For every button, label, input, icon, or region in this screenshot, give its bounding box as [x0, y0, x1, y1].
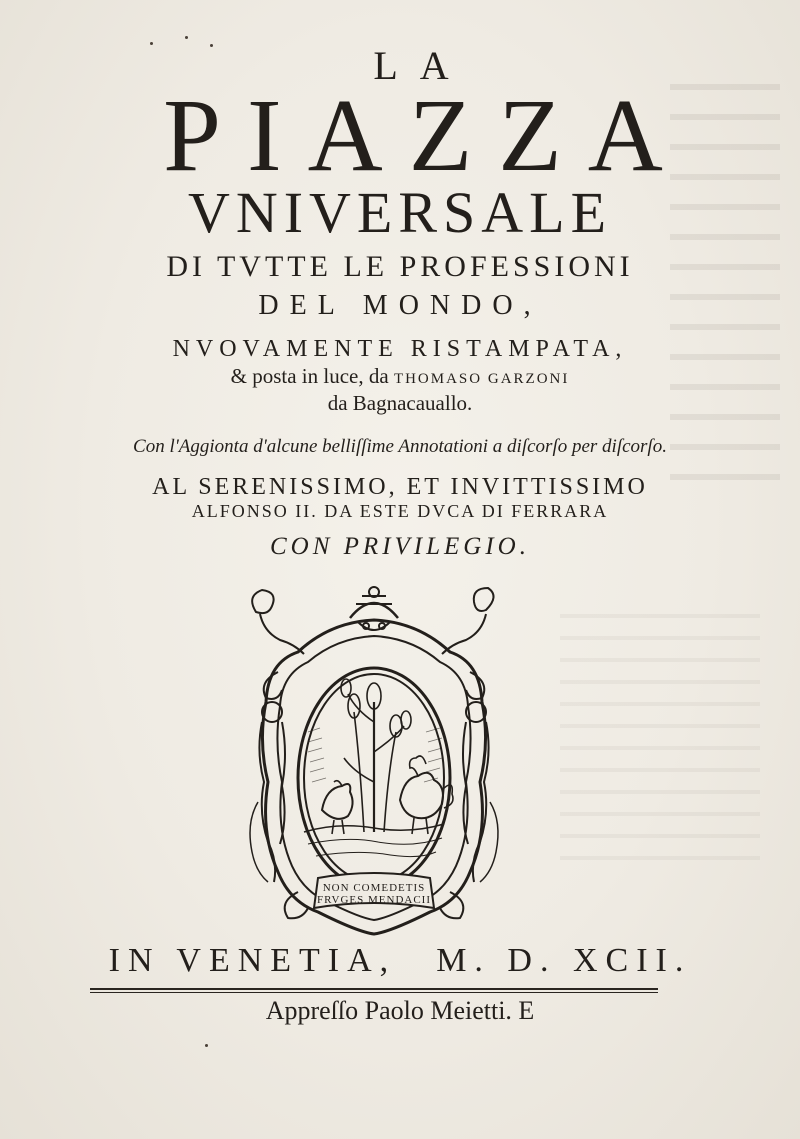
- title-article: LA: [373, 43, 471, 88]
- title-sub: VNIVERSALE: [187, 180, 613, 245]
- imprint-rule: [90, 988, 658, 990]
- subtitle-line-2: DEL MONDO,: [258, 290, 542, 321]
- author-name: THOMASO GARZONI: [393, 371, 570, 387]
- imprint-year: M. D. XCII.: [436, 942, 692, 979]
- author-origin: da Bagnacauallo.: [327, 391, 473, 415]
- reprint-note: NVOVAMENTE RISTAMPATA,: [172, 336, 628, 362]
- title-main: PIAZZA: [163, 78, 689, 193]
- author-prefix: & posta in luce, da: [230, 364, 394, 388]
- author-line: [0, 364, 800, 389]
- emblem-motto-line-2: FRVGES MENDACII: [316, 894, 432, 906]
- dedication-line-1: AL SERENISSIMO, ET INVITTISSIMO: [152, 474, 648, 500]
- printer-device-emblem: [238, 582, 510, 940]
- ink-speck: [185, 36, 188, 39]
- show-through-text-lower: [560, 600, 760, 860]
- ink-speck: [205, 1044, 208, 1047]
- printer-name: Appreſſo Paolo Meietti. E: [265, 996, 535, 1025]
- emblem-motto-line-1: NON COMEDETIS: [322, 882, 426, 894]
- dedication-line-2: ALFONSO II. DA ESTE DVCA DI FERRARA: [191, 501, 609, 521]
- imprint-rule-thin: [90, 992, 658, 993]
- subtitle-line-1: DI TVTTE LE PROFESSIONI: [166, 250, 634, 283]
- imprint-place: IN VENETIA,: [108, 942, 397, 979]
- privilege-note: CON PRIVILEGIO.: [270, 533, 530, 560]
- imprint-line: [0, 942, 800, 980]
- annotations-note: Con l'Aggionta d'alcune belliſſime Annotationi a diſcorſo per diſcorſo.: [133, 436, 667, 457]
